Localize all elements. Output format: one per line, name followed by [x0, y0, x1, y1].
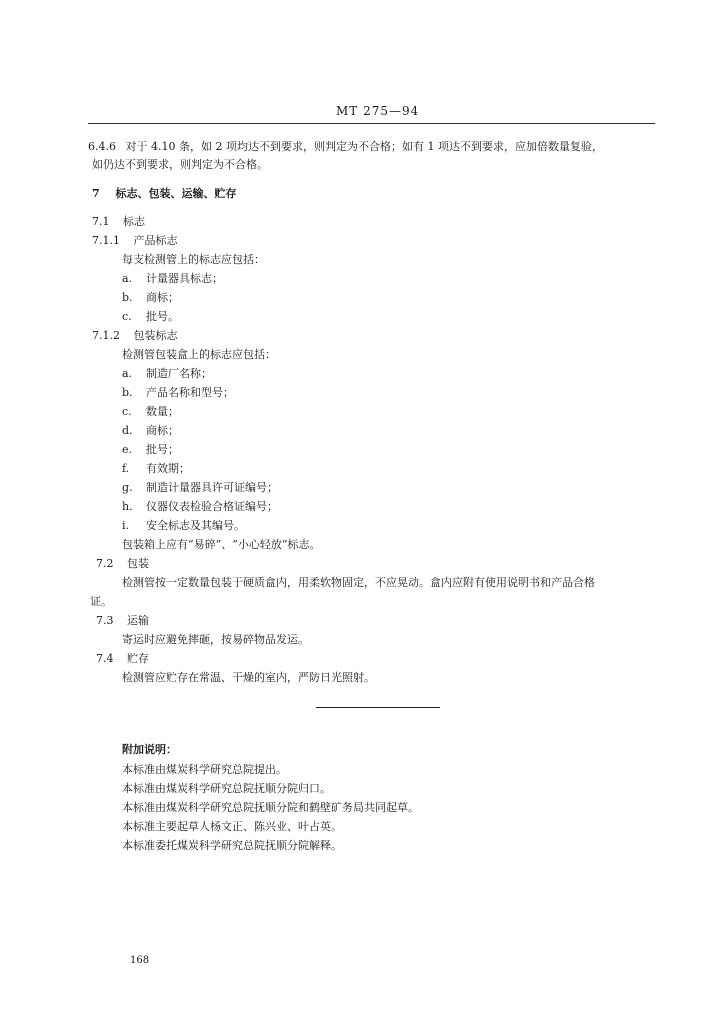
- list-item: [122, 406, 179, 417]
- list-text: 计量器具标志；: [146, 272, 223, 285]
- page-number: 168: [130, 955, 150, 966]
- list-text: 产品名称和型号；: [146, 386, 234, 399]
- appendix-line: 本标准委托煤炭科学研究总院抚顺分院解释。: [122, 839, 342, 852]
- section-number: 7: [92, 187, 100, 200]
- section-title: 包装标志: [133, 329, 178, 342]
- list-item: [122, 425, 179, 436]
- appendix-line: 本标准由煤炭科学研究总院抚顺分院归口。: [122, 782, 331, 795]
- appendix-title: 附加说明：: [122, 743, 177, 756]
- section-title: 标志、包装、运输、贮存: [115, 187, 237, 200]
- header-rule: [88, 123, 655, 124]
- section-7-1-1-intro: 每支检测管上的标志应包括：: [122, 253, 265, 266]
- section-number: 7.1.2: [92, 329, 120, 342]
- section-title: 贮存: [127, 652, 149, 665]
- clause-number: 6.4.6: [88, 140, 116, 153]
- section-7-1-heading: [92, 216, 145, 227]
- list-item: [122, 520, 245, 531]
- section-7-2-heading: [96, 558, 149, 569]
- section-separator: [316, 707, 440, 708]
- list-key: g.: [122, 481, 133, 494]
- list-key: b.: [122, 386, 133, 399]
- list-key: f.: [122, 462, 130, 475]
- list-key: a.: [122, 367, 133, 380]
- list-item: [122, 292, 179, 303]
- list-text: 制造计量器具许可证编号；: [146, 481, 278, 494]
- section-title: 包装: [127, 557, 149, 570]
- appendix-line: 本标准由煤炭科学研究总院抚顺分院和鹤壁矿务局共同起草。: [122, 801, 419, 814]
- clause-6-4-6-line1: [88, 141, 603, 152]
- list-text: 批号；: [146, 443, 179, 456]
- section-title: 产品标志: [133, 234, 178, 247]
- list-item: [122, 482, 278, 493]
- appendix-line: 本标准由煤炭科学研究总院提出。: [122, 763, 287, 776]
- list-text: 商标；: [146, 424, 179, 437]
- section-number: 7.1.1: [92, 234, 120, 247]
- clause-6-4-6-line2: 如仍达不到要求，则判定为不合格。: [92, 158, 268, 171]
- section-title: 标志: [123, 215, 145, 228]
- list-text: 制造厂名称；: [146, 367, 212, 380]
- list-key: d.: [122, 424, 133, 437]
- section-7-1-1-heading: [92, 235, 178, 246]
- list-text: 有效期；: [146, 462, 190, 475]
- standard-code-header: MT 275—94: [336, 104, 420, 118]
- list-text: 安全标志及其编号。: [146, 519, 245, 532]
- section-title: 运输: [127, 614, 149, 627]
- list-item: [122, 463, 190, 474]
- list-key: i.: [122, 519, 130, 532]
- list-item: [122, 273, 223, 284]
- section-7-heading: [92, 188, 237, 199]
- list-text: 仪器仪表检验合格证编号；: [146, 500, 278, 513]
- list-text: 商标；: [146, 291, 179, 304]
- section-7-1-2-heading: [92, 330, 178, 341]
- list-item: [122, 501, 278, 512]
- section-7-4-heading: [96, 653, 149, 664]
- list-key: h.: [122, 500, 133, 513]
- list-key: c.: [122, 310, 132, 323]
- section-number: 7.4: [96, 652, 114, 665]
- section-number: 7.3: [96, 614, 114, 627]
- section-7-3-heading: [96, 615, 149, 626]
- list-item: [122, 387, 234, 398]
- section-7-3-line1: 寄运时应避免摔砸，按易碎物品发运。: [122, 633, 309, 646]
- list-key: a.: [122, 272, 133, 285]
- list-text: 数量；: [146, 405, 179, 418]
- section-7-2-line2: 证。: [90, 595, 112, 608]
- section-7-1-2-outro: 包装箱上应有“易碎”、“小心轻放”标志。: [122, 538, 321, 551]
- section-number: 7.2: [96, 557, 114, 570]
- appendix-line: 本标准主要起草人杨文正、陈兴业、叶占英。: [122, 820, 342, 833]
- section-7-1-2-intro: 检测管包装盒上的标志应包括：: [122, 348, 276, 361]
- list-key: b.: [122, 291, 133, 304]
- list-key: e.: [122, 443, 133, 456]
- list-item: [122, 368, 212, 379]
- section-7-4-line1: 检测管应贮存在常温、干燥的室内，严防日光照射。: [122, 671, 375, 684]
- list-item: [122, 444, 179, 455]
- list-item: [122, 311, 179, 322]
- section-7-2-line1: 检测管按一定数量包装于硬质盒内，用柔软物固定，不应晃动。盒内应附有使用说明书和产品合格: [122, 576, 595, 589]
- section-number: 7.1: [92, 215, 110, 228]
- list-text: 批号。: [146, 310, 179, 323]
- clause-text: 对于 4.10 条，如 2 项均达不到要求，则判定为不合格；如有 1 项达不到要求，应加倍数量复验，: [125, 140, 603, 153]
- list-key: c.: [122, 405, 132, 418]
